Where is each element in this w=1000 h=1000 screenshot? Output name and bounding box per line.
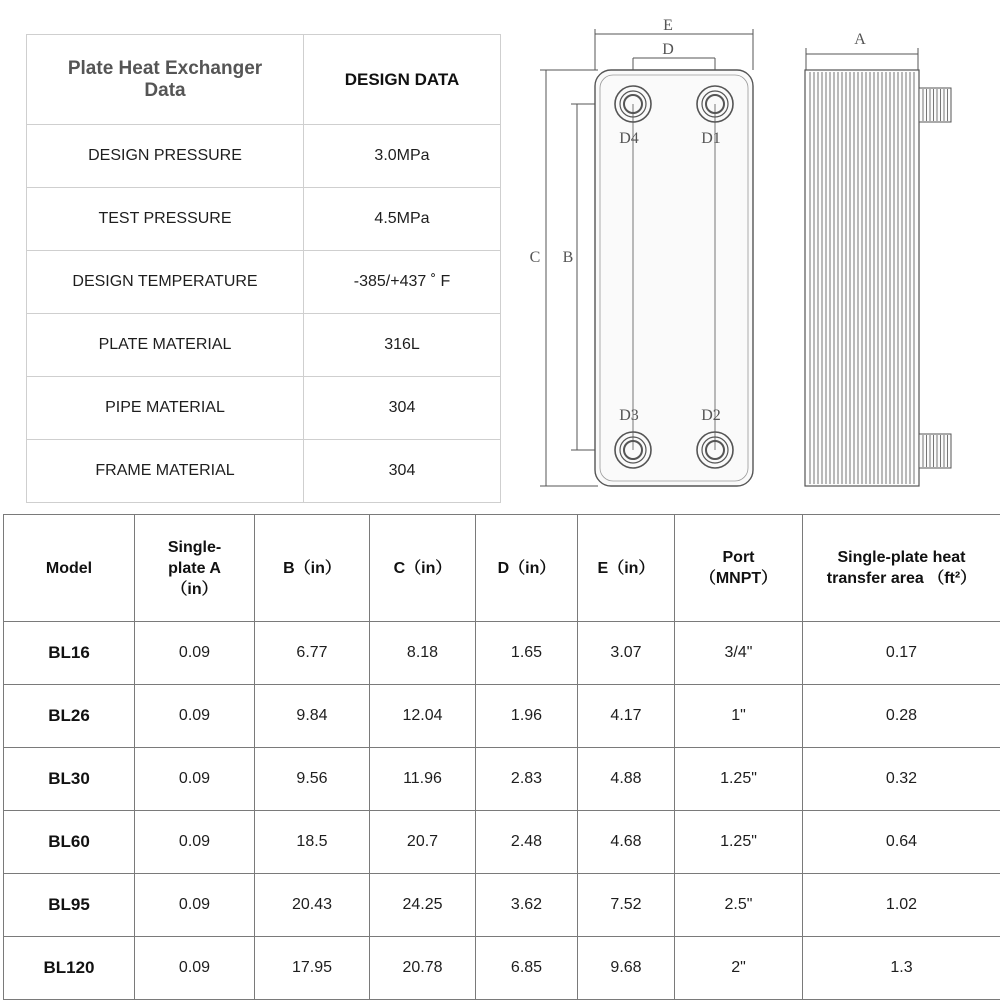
design-row-label: TEST PRESSURE [27,188,304,251]
design-row-label: FRAME MATERIAL [27,440,304,503]
e-cell: 3.07 [578,622,675,685]
area-cell: 0.28 [803,685,1000,748]
model-cell: BL95 [4,874,135,937]
c-cell: 20.78 [370,937,476,1000]
area-cell: 0.32 [803,748,1000,811]
design-row-test-pressure [27,188,501,251]
label-e: E [663,17,673,34]
c-cell: 12.04 [370,685,476,748]
area-cell: 0.17 [803,622,1000,685]
design-row-value: 304 [304,440,501,503]
header-model: Model [4,515,135,622]
b-cell: 20.43 [255,874,370,937]
d-cell: 1.96 [476,685,578,748]
header-port: Port （MNPT） [675,515,803,622]
design-table-title: Plate Heat Exchanger Data [27,35,304,125]
a-cell: 0.09 [135,622,255,685]
table-row [4,748,1000,811]
port-cell: 3/4" [675,622,803,685]
header-b: B（in） [255,515,370,622]
model-cell: BL26 [4,685,135,748]
header-d: D（in） [476,515,578,622]
d-cell: 6.85 [476,937,578,1000]
d-cell: 1.65 [476,622,578,685]
model-cell: BL30 [4,748,135,811]
model-table-header [4,515,1000,622]
design-row-frame-material [27,440,501,503]
design-row-value: 3.0MPa [304,125,501,188]
a-cell: 0.09 [135,937,255,1000]
design-row-label: PLATE MATERIAL [27,314,304,377]
e-cell: 9.68 [578,937,675,1000]
header-c: C（in） [370,515,476,622]
a-cell: 0.09 [135,811,255,874]
d-cell: 3.62 [476,874,578,937]
port-cell: 2.5" [675,874,803,937]
design-row-plate-material [27,314,501,377]
label-b: B [562,249,574,266]
area-cell: 0.64 [803,811,1000,874]
area-cell: 1.3 [803,937,1000,1000]
label-d4: D4 [619,130,639,147]
area-cell: 1.02 [803,874,1000,937]
c-cell: 24.25 [370,874,476,937]
table-row [4,811,1000,874]
d-cell: 2.48 [476,811,578,874]
design-table-header [27,35,501,125]
port-cell: 1.25" [675,748,803,811]
b-cell: 9.56 [255,748,370,811]
design-row-value: 316L [304,314,501,377]
label-d2: D2 [701,407,721,424]
header-heat-transfer-area: Single-plate heat transfer area （ft²） [803,515,1000,622]
b-cell: 18.5 [255,811,370,874]
e-cell: 7.52 [578,874,675,937]
model-dimensions-table [3,514,1000,1000]
b-cell: 9.84 [255,685,370,748]
model-cell: BL120 [4,937,135,1000]
d-cell: 2.83 [476,748,578,811]
design-data-table [26,34,501,503]
b-cell: 6.77 [255,622,370,685]
c-cell: 8.18 [370,622,476,685]
side-nozzle-top [919,88,951,122]
label-a: A [854,31,866,48]
design-row-pressure [27,125,501,188]
design-row-value: -385/+437 ˚ F [304,251,501,314]
port-cell: 1.25" [675,811,803,874]
design-row-value: 304 [304,377,501,440]
design-data-heading: DESIGN DATA [304,35,501,125]
port-cell: 2" [675,937,803,1000]
e-cell: 4.17 [578,685,675,748]
header-e: E（in） [578,515,675,622]
label-d1: D1 [701,130,721,147]
a-cell: 0.09 [135,874,255,937]
design-row-pipe-material [27,377,501,440]
heat-exchanger-diagram [520,10,1000,505]
label-c: C [529,249,541,266]
design-row-label: DESIGN PRESSURE [27,125,304,188]
a-cell: 0.09 [135,685,255,748]
header-single-plate-a: Single-plate A（in） [135,515,255,622]
port-cell: 1" [675,685,803,748]
design-row-temperature [27,251,501,314]
c-cell: 20.7 [370,811,476,874]
a-cell: 0.09 [135,748,255,811]
table-row [4,622,1000,685]
label-d: D [662,41,674,58]
c-cell: 11.96 [370,748,476,811]
design-row-label: PIPE MATERIAL [27,377,304,440]
b-cell: 17.95 [255,937,370,1000]
design-row-label: DESIGN TEMPERATURE [27,251,304,314]
table-row [4,937,1000,1000]
model-cell: BL16 [4,622,135,685]
side-view-plates [805,70,951,486]
model-cell: BL60 [4,811,135,874]
table-row [4,685,1000,748]
design-row-value: 4.5MPa [304,188,501,251]
side-nozzle-bottom [919,434,951,468]
table-row [4,874,1000,937]
label-d3: D3 [619,407,639,424]
e-cell: 4.68 [578,811,675,874]
e-cell: 4.88 [578,748,675,811]
